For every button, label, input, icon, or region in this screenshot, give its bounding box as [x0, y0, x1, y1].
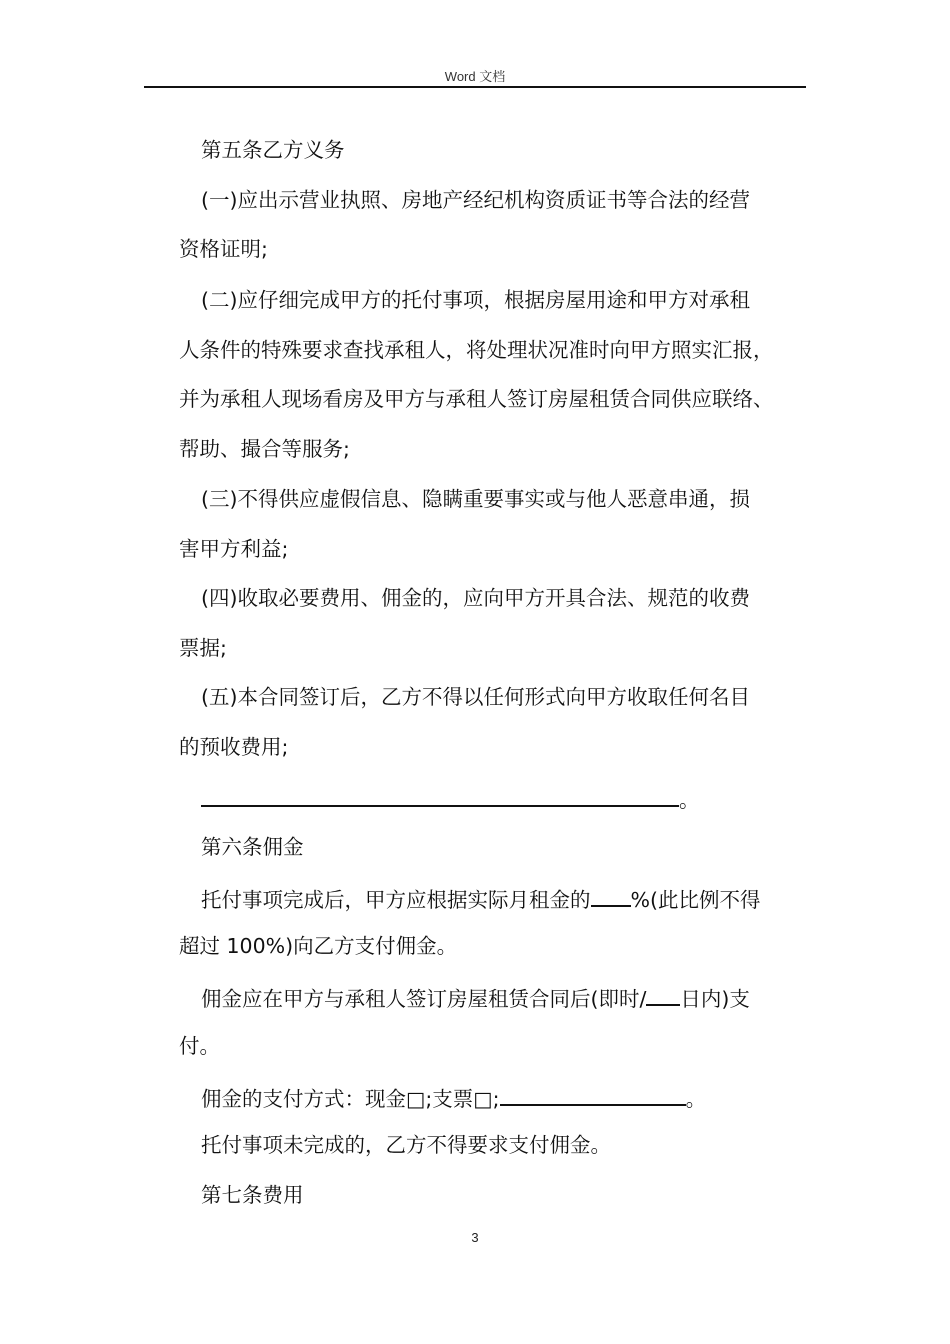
- paragraph-line: (五)本合同签订后，乙方不得以任何形式向甲方收取任何名目: [201, 685, 750, 709]
- header-divider: [144, 86, 806, 88]
- paragraph-line: 帮助、撮合等服务;: [179, 437, 350, 461]
- paragraph-line: 托付事项未完成的，乙方不得要求支付佣金。: [201, 1133, 611, 1157]
- paragraph-line: 并为承租人现场看房及甲方与承租人签订房屋租赁合同供应联络、: [179, 387, 774, 411]
- paragraph-line: 超过 100%)向乙方支付佣金。: [179, 934, 458, 958]
- paragraph-line: 资格证明;: [179, 237, 268, 261]
- paragraph-line: (三)不得供应虚假信息、隐瞒重要事实或与他人恶意串通，损: [201, 487, 750, 511]
- paragraph-text: 日内)支: [680, 987, 750, 1011]
- paragraph-line: (四)收取必要费用、佣金的，应向甲方开具合法、规范的收费: [201, 586, 750, 610]
- article-7-heading: 第七条费用: [201, 1183, 304, 1207]
- paragraph-line: (二)应仔细完成甲方的托付事项，根据房屋用途和甲方对承租: [201, 288, 750, 312]
- paragraph-line: 付。: [179, 1034, 220, 1058]
- paragraph-text: 佣金的支付方式：现金□;支票□;: [201, 1087, 500, 1111]
- paragraph-line: 人条件的特殊要求查找承租人，将处理状况准时向甲方照实汇报，: [179, 338, 774, 362]
- article-5-heading: 第五条乙方义务: [201, 138, 345, 162]
- paragraph-text: 佣金应在甲方与承租人签订房屋租赁合同后(即时/: [201, 987, 647, 1011]
- paragraph-text: %(此比例不得: [630, 888, 761, 912]
- paragraph-line: (一)应出示营业执照、房地产经纪机构资质证书等合法的经营: [201, 188, 750, 212]
- days-blank: [646, 982, 680, 1006]
- article-6-heading: 第六条佣金: [201, 835, 304, 859]
- rate-blank: [591, 883, 631, 907]
- fill-in-line: [201, 783, 700, 814]
- paragraph-text: 托付事项完成后，甲方应根据实际月租金的: [201, 888, 591, 912]
- page-header: Word 文档: [444, 69, 506, 84]
- commission-rate-line: [201, 883, 760, 914]
- payment-method-blank: [500, 1082, 686, 1106]
- line-end-punct: 。: [685, 1087, 707, 1111]
- paragraph-line: 票据;: [179, 636, 227, 660]
- paragraph-line: 的预收费用;: [179, 735, 289, 759]
- blank-field: [201, 783, 679, 807]
- payment-time-line: [201, 982, 750, 1013]
- line-end-punct: 。: [679, 788, 700, 812]
- page-number: 3: [471, 1230, 479, 1245]
- paragraph-line: 害甲方利益;: [179, 537, 289, 561]
- payment-method-line: [201, 1082, 706, 1113]
